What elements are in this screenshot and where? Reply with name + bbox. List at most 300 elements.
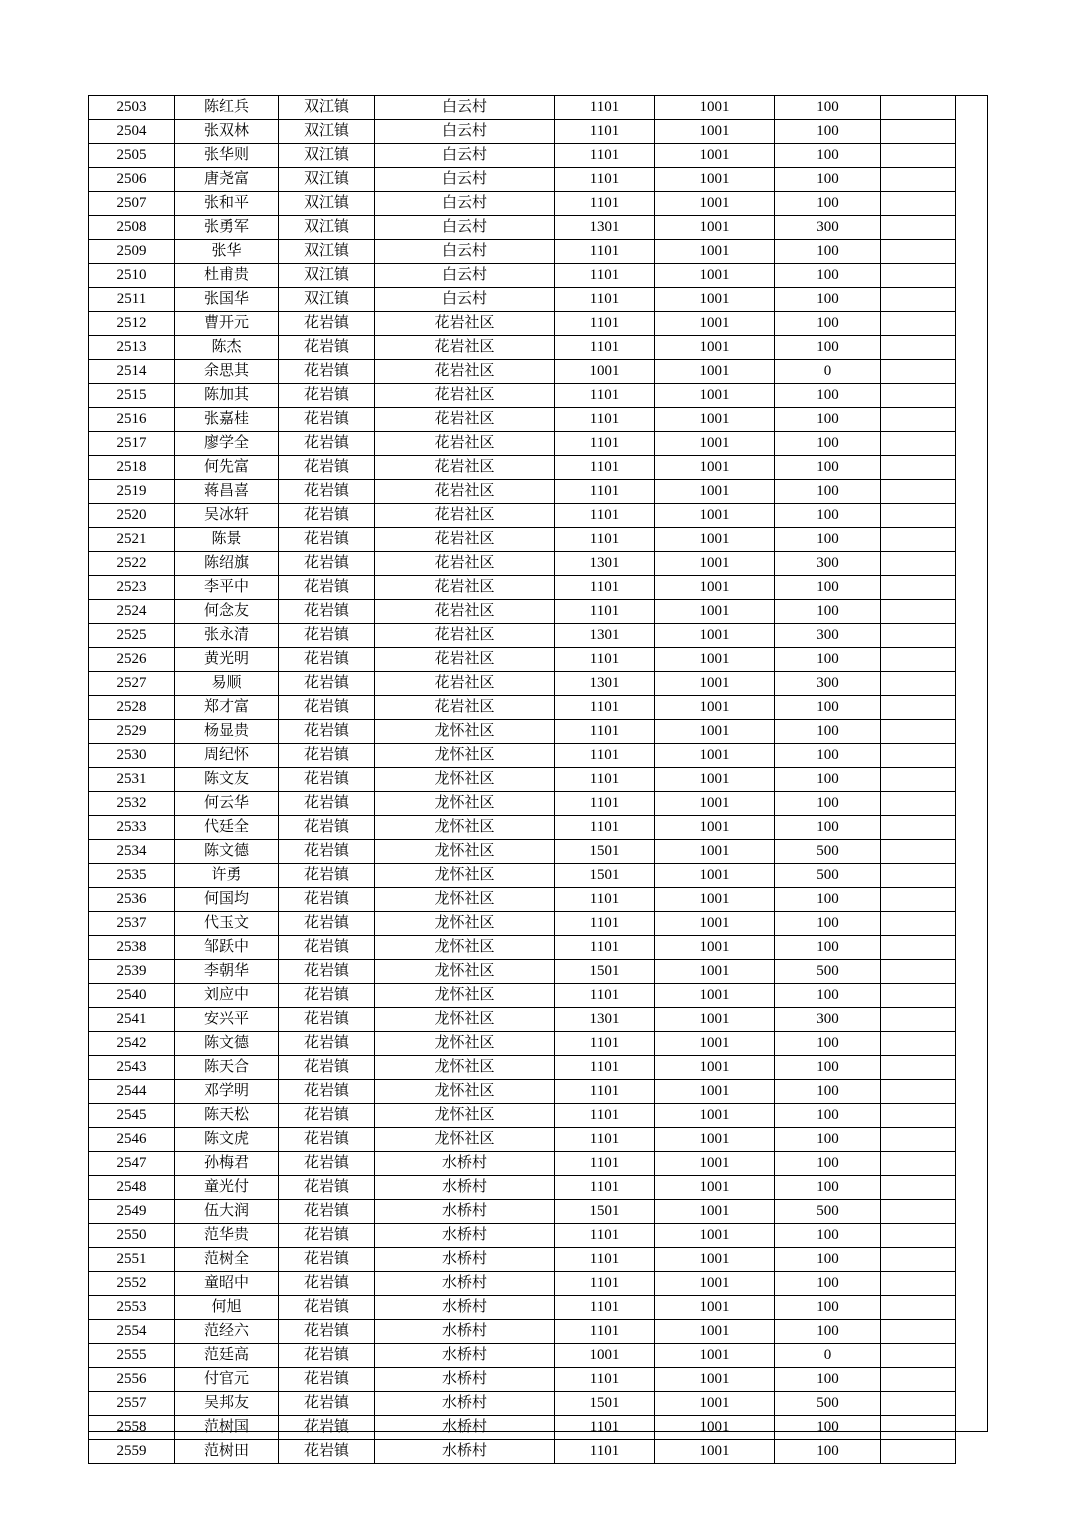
amount-cell: 500 (775, 960, 881, 984)
standard-code-cell: 1101 (555, 576, 655, 600)
amount-cell: 100 (775, 720, 881, 744)
serial-number-cell: 2530 (89, 744, 175, 768)
name-cell: 蒋昌喜 (175, 480, 279, 504)
amount-cell: 100 (775, 816, 881, 840)
town-cell: 花岩镇 (279, 624, 375, 648)
standard-code-cell: 1101 (555, 1176, 655, 1200)
town-cell: 花岩镇 (279, 1008, 375, 1032)
empty-cell (881, 552, 956, 576)
empty-cell (881, 312, 956, 336)
empty-cell (881, 1080, 956, 1104)
town-cell: 双江镇 (279, 192, 375, 216)
empty-cell (881, 1128, 956, 1152)
base-code-cell: 1001 (655, 312, 775, 336)
standard-code-cell: 1501 (555, 840, 655, 864)
empty-cell (881, 1200, 956, 1224)
base-code-cell: 1001 (655, 624, 775, 648)
standard-code-cell: 1301 (555, 624, 655, 648)
empty-cell (881, 1152, 956, 1176)
standard-code-cell: 1101 (555, 648, 655, 672)
village-cell: 白云村 (375, 168, 555, 192)
serial-number-cell: 2506 (89, 168, 175, 192)
base-code-cell: 1001 (655, 96, 775, 120)
serial-number-cell: 2542 (89, 1032, 175, 1056)
serial-number-cell: 2533 (89, 816, 175, 840)
standard-code-cell: 1101 (555, 1320, 655, 1344)
village-cell: 水桥村 (375, 1368, 555, 1392)
base-code-cell: 1001 (655, 1080, 775, 1104)
town-cell: 花岩镇 (279, 1104, 375, 1128)
standard-code-cell: 1301 (555, 672, 655, 696)
amount-cell: 100 (775, 600, 881, 624)
amount-cell: 100 (775, 1224, 881, 1248)
standard-code-cell: 1101 (555, 1056, 655, 1080)
standard-code-cell: 1101 (555, 1368, 655, 1392)
name-cell: 陈天合 (175, 1056, 279, 1080)
serial-number-cell: 2548 (89, 1176, 175, 1200)
town-cell: 花岩镇 (279, 384, 375, 408)
table-row (89, 336, 956, 360)
base-code-cell: 1001 (655, 1104, 775, 1128)
amount-cell: 100 (775, 264, 881, 288)
amount-cell: 100 (775, 792, 881, 816)
village-cell: 龙怀社区 (375, 840, 555, 864)
table-row (89, 1176, 956, 1200)
table-row (89, 1008, 956, 1032)
base-code-cell: 1001 (655, 1152, 775, 1176)
empty-cell (881, 1416, 956, 1440)
village-cell: 龙怀社区 (375, 768, 555, 792)
table-row (89, 288, 956, 312)
amount-cell: 100 (775, 744, 881, 768)
town-cell: 花岩镇 (279, 1368, 375, 1392)
serial-number-cell: 2558 (89, 1416, 175, 1440)
town-cell: 花岩镇 (279, 576, 375, 600)
town-cell: 花岩镇 (279, 720, 375, 744)
name-cell: 廖学全 (175, 432, 279, 456)
table-row (89, 168, 956, 192)
name-cell: 付官元 (175, 1368, 279, 1392)
base-code-cell: 1001 (655, 408, 775, 432)
table-row (89, 1200, 956, 1224)
base-code-cell: 1001 (655, 1248, 775, 1272)
amount-cell: 100 (775, 120, 881, 144)
table-row (89, 600, 956, 624)
empty-cell (881, 120, 956, 144)
empty-cell (881, 960, 956, 984)
base-code-cell: 1001 (655, 648, 775, 672)
town-cell: 花岩镇 (279, 672, 375, 696)
village-cell: 花岩社区 (375, 624, 555, 648)
village-cell: 白云村 (375, 288, 555, 312)
village-cell: 花岩社区 (375, 336, 555, 360)
table-row (89, 912, 956, 936)
town-cell: 花岩镇 (279, 1224, 375, 1248)
name-cell: 李平中 (175, 576, 279, 600)
serial-number-cell: 2537 (89, 912, 175, 936)
empty-cell (881, 432, 956, 456)
empty-cell (881, 144, 956, 168)
empty-cell (881, 792, 956, 816)
base-code-cell: 1001 (655, 192, 775, 216)
serial-number-cell: 2512 (89, 312, 175, 336)
village-cell: 花岩社区 (375, 504, 555, 528)
standard-code-cell: 1101 (555, 456, 655, 480)
town-cell: 花岩镇 (279, 408, 375, 432)
serial-number-cell: 2526 (89, 648, 175, 672)
name-cell: 范树国 (175, 1416, 279, 1440)
standard-code-cell: 1101 (555, 312, 655, 336)
table-row (89, 120, 956, 144)
village-cell: 白云村 (375, 96, 555, 120)
amount-cell: 300 (775, 552, 881, 576)
town-cell: 花岩镇 (279, 1416, 375, 1440)
base-code-cell: 1001 (655, 1320, 775, 1344)
data-table (88, 95, 956, 1464)
town-cell: 花岩镇 (279, 984, 375, 1008)
table-row (89, 456, 956, 480)
table-row (89, 408, 956, 432)
village-cell: 花岩社区 (375, 672, 555, 696)
village-cell: 花岩社区 (375, 432, 555, 456)
base-code-cell: 1001 (655, 1344, 775, 1368)
table-row (89, 1320, 956, 1344)
amount-cell: 100 (775, 888, 881, 912)
name-cell: 陈景 (175, 528, 279, 552)
base-code-cell: 1001 (655, 1440, 775, 1464)
name-cell: 何旭 (175, 1296, 279, 1320)
serial-number-cell: 2547 (89, 1152, 175, 1176)
village-cell: 龙怀社区 (375, 1056, 555, 1080)
standard-code-cell: 1101 (555, 1224, 655, 1248)
serial-number-cell: 2504 (89, 120, 175, 144)
serial-number-cell: 2514 (89, 360, 175, 384)
empty-cell (881, 624, 956, 648)
amount-cell: 100 (775, 984, 881, 1008)
standard-code-cell: 1101 (555, 888, 655, 912)
table-row (89, 960, 956, 984)
standard-code-cell: 1101 (555, 816, 655, 840)
village-cell: 龙怀社区 (375, 1128, 555, 1152)
name-cell: 童昭中 (175, 1272, 279, 1296)
amount-cell: 100 (775, 1440, 881, 1464)
standard-code-cell: 1101 (555, 1440, 655, 1464)
town-cell: 花岩镇 (279, 960, 375, 984)
empty-cell (881, 528, 956, 552)
base-code-cell: 1001 (655, 1272, 775, 1296)
base-code-cell: 1001 (655, 1176, 775, 1200)
amount-cell: 300 (775, 624, 881, 648)
serial-number-cell: 2523 (89, 576, 175, 600)
town-cell: 花岩镇 (279, 864, 375, 888)
amount-cell: 100 (775, 192, 881, 216)
name-cell: 何先富 (175, 456, 279, 480)
standard-code-cell: 1101 (555, 744, 655, 768)
empty-cell (881, 936, 956, 960)
town-cell: 双江镇 (279, 96, 375, 120)
village-cell: 花岩社区 (375, 360, 555, 384)
base-code-cell: 1001 (655, 432, 775, 456)
standard-code-cell: 1501 (555, 864, 655, 888)
village-cell: 水桥村 (375, 1272, 555, 1296)
table-row (89, 936, 956, 960)
amount-cell: 100 (775, 1080, 881, 1104)
village-cell: 花岩社区 (375, 528, 555, 552)
amount-cell: 100 (775, 432, 881, 456)
table-row (89, 840, 956, 864)
table-row (89, 480, 956, 504)
amount-cell: 100 (775, 1320, 881, 1344)
town-cell: 花岩镇 (279, 600, 375, 624)
name-cell: 张华 (175, 240, 279, 264)
amount-cell: 100 (775, 480, 881, 504)
base-code-cell: 1001 (655, 264, 775, 288)
standard-code-cell: 1101 (555, 912, 655, 936)
town-cell: 花岩镇 (279, 360, 375, 384)
village-cell: 白云村 (375, 240, 555, 264)
empty-cell (881, 912, 956, 936)
standard-code-cell: 1001 (555, 1344, 655, 1368)
standard-code-cell: 1301 (555, 552, 655, 576)
standard-code-cell: 1101 (555, 96, 655, 120)
standard-code-cell: 1101 (555, 1272, 655, 1296)
empty-cell (881, 600, 956, 624)
base-code-cell: 1001 (655, 1224, 775, 1248)
name-cell: 张嘉桂 (175, 408, 279, 432)
amount-cell: 300 (775, 1008, 881, 1032)
village-cell: 龙怀社区 (375, 792, 555, 816)
serial-number-cell: 2528 (89, 696, 175, 720)
table-row (89, 1224, 956, 1248)
table-row (89, 1344, 956, 1368)
name-cell: 代玉文 (175, 912, 279, 936)
base-code-cell: 1001 (655, 576, 775, 600)
serial-number-cell: 2529 (89, 720, 175, 744)
standard-code-cell: 1501 (555, 960, 655, 984)
serial-number-cell: 2541 (89, 1008, 175, 1032)
table-row (89, 192, 956, 216)
empty-cell (881, 408, 956, 432)
standard-code-cell: 1101 (555, 1416, 655, 1440)
village-cell: 白云村 (375, 192, 555, 216)
village-cell: 水桥村 (375, 1440, 555, 1464)
town-cell: 双江镇 (279, 168, 375, 192)
name-cell: 何云华 (175, 792, 279, 816)
amount-cell: 500 (775, 1392, 881, 1416)
table-row (89, 864, 956, 888)
table-row (89, 384, 956, 408)
empty-cell (881, 384, 956, 408)
town-cell: 花岩镇 (279, 936, 375, 960)
base-code-cell: 1001 (655, 936, 775, 960)
town-cell: 花岩镇 (279, 528, 375, 552)
base-code-cell: 1001 (655, 1032, 775, 1056)
town-cell: 花岩镇 (279, 888, 375, 912)
standard-code-cell: 1101 (555, 480, 655, 504)
empty-cell (881, 288, 956, 312)
amount-cell: 100 (775, 408, 881, 432)
standard-code-cell: 1101 (555, 1248, 655, 1272)
village-cell: 白云村 (375, 216, 555, 240)
base-code-cell: 1001 (655, 1056, 775, 1080)
serial-number-cell: 2552 (89, 1272, 175, 1296)
name-cell: 杨显贵 (175, 720, 279, 744)
empty-cell (881, 456, 956, 480)
amount-cell: 300 (775, 216, 881, 240)
base-code-cell: 1001 (655, 672, 775, 696)
base-code-cell: 1001 (655, 360, 775, 384)
name-cell: 杜甫贵 (175, 264, 279, 288)
standard-code-cell: 1101 (555, 600, 655, 624)
empty-cell (881, 1296, 956, 1320)
base-code-cell: 1001 (655, 1200, 775, 1224)
town-cell: 花岩镇 (279, 1440, 375, 1464)
base-code-cell: 1001 (655, 1128, 775, 1152)
amount-cell: 100 (775, 1152, 881, 1176)
empty-cell (881, 1320, 956, 1344)
serial-number-cell: 2521 (89, 528, 175, 552)
amount-cell: 100 (775, 1416, 881, 1440)
table-row (89, 360, 956, 384)
empty-cell (881, 1104, 956, 1128)
amount-cell: 100 (775, 936, 881, 960)
table-row (89, 984, 956, 1008)
empty-cell (881, 1440, 956, 1464)
table-row (89, 144, 956, 168)
standard-code-cell: 1101 (555, 432, 655, 456)
table-row (89, 888, 956, 912)
base-code-cell: 1001 (655, 552, 775, 576)
name-cell: 郑才富 (175, 696, 279, 720)
town-cell: 花岩镇 (279, 312, 375, 336)
name-cell: 张双林 (175, 120, 279, 144)
name-cell: 周纪怀 (175, 744, 279, 768)
standard-code-cell: 1501 (555, 1200, 655, 1224)
standard-code-cell: 1101 (555, 144, 655, 168)
name-cell: 何国均 (175, 888, 279, 912)
village-cell: 花岩社区 (375, 480, 555, 504)
town-cell: 花岩镇 (279, 1080, 375, 1104)
standard-code-cell: 1101 (555, 240, 655, 264)
serial-number-cell: 2536 (89, 888, 175, 912)
empty-cell (881, 720, 956, 744)
name-cell: 张华则 (175, 144, 279, 168)
amount-cell: 100 (775, 288, 881, 312)
empty-cell (881, 984, 956, 1008)
serial-number-cell: 2522 (89, 552, 175, 576)
table-row (89, 264, 956, 288)
name-cell: 陈文友 (175, 768, 279, 792)
name-cell: 陈红兵 (175, 96, 279, 120)
standard-code-cell: 1101 (555, 1128, 655, 1152)
standard-code-cell: 1101 (555, 528, 655, 552)
village-cell: 龙怀社区 (375, 1080, 555, 1104)
town-cell: 花岩镇 (279, 1032, 375, 1056)
village-cell: 水桥村 (375, 1176, 555, 1200)
serial-number-cell: 2525 (89, 624, 175, 648)
village-cell: 花岩社区 (375, 696, 555, 720)
town-cell: 双江镇 (279, 240, 375, 264)
village-cell: 白云村 (375, 120, 555, 144)
standard-code-cell: 1101 (555, 504, 655, 528)
amount-cell: 500 (775, 840, 881, 864)
standard-code-cell: 1101 (555, 336, 655, 360)
village-cell: 白云村 (375, 264, 555, 288)
name-cell: 吴冰轩 (175, 504, 279, 528)
village-cell: 花岩社区 (375, 312, 555, 336)
table-row (89, 432, 956, 456)
name-cell: 陈文德 (175, 840, 279, 864)
table-row (89, 1248, 956, 1272)
town-cell: 花岩镇 (279, 1128, 375, 1152)
amount-cell: 100 (775, 1176, 881, 1200)
table-row (89, 96, 956, 120)
village-cell: 水桥村 (375, 1344, 555, 1368)
village-cell: 花岩社区 (375, 552, 555, 576)
name-cell: 范树田 (175, 1440, 279, 1464)
empty-cell (881, 888, 956, 912)
town-cell: 花岩镇 (279, 1392, 375, 1416)
standard-code-cell: 1101 (555, 288, 655, 312)
name-cell: 范树全 (175, 1248, 279, 1272)
town-cell: 花岩镇 (279, 768, 375, 792)
table-row (89, 816, 956, 840)
empty-cell (881, 840, 956, 864)
empty-cell (881, 192, 956, 216)
amount-cell: 100 (775, 1056, 881, 1080)
empty-cell (881, 216, 956, 240)
base-code-cell: 1001 (655, 1392, 775, 1416)
village-cell: 水桥村 (375, 1416, 555, 1440)
table-row (89, 1392, 956, 1416)
table-row (89, 624, 956, 648)
table-row (89, 1104, 956, 1128)
amount-cell: 100 (775, 1368, 881, 1392)
standard-code-cell: 1101 (555, 792, 655, 816)
amount-cell: 100 (775, 648, 881, 672)
amount-cell: 100 (775, 1128, 881, 1152)
table-row (89, 1272, 956, 1296)
town-cell: 双江镇 (279, 288, 375, 312)
name-cell: 范廷高 (175, 1344, 279, 1368)
village-cell: 水桥村 (375, 1392, 555, 1416)
amount-cell: 100 (775, 168, 881, 192)
standard-code-cell: 1101 (555, 768, 655, 792)
amount-cell: 100 (775, 96, 881, 120)
empty-cell (881, 1392, 956, 1416)
base-code-cell: 1001 (655, 744, 775, 768)
standard-code-cell: 1001 (555, 360, 655, 384)
name-cell: 许勇 (175, 864, 279, 888)
name-cell: 吴邦友 (175, 1392, 279, 1416)
amount-cell: 300 (775, 672, 881, 696)
base-code-cell: 1001 (655, 240, 775, 264)
village-cell: 龙怀社区 (375, 912, 555, 936)
village-cell: 水桥村 (375, 1152, 555, 1176)
serial-number-cell: 2511 (89, 288, 175, 312)
name-cell: 张勇军 (175, 216, 279, 240)
serial-number-cell: 2546 (89, 1128, 175, 1152)
village-cell: 水桥村 (375, 1296, 555, 1320)
serial-number-cell: 2544 (89, 1080, 175, 1104)
serial-number-cell: 2531 (89, 768, 175, 792)
town-cell: 花岩镇 (279, 1056, 375, 1080)
standard-code-cell: 1101 (555, 192, 655, 216)
table-body (89, 96, 956, 1464)
name-cell: 陈加其 (175, 384, 279, 408)
standard-code-cell: 1101 (555, 936, 655, 960)
village-cell: 水桥村 (375, 1200, 555, 1224)
